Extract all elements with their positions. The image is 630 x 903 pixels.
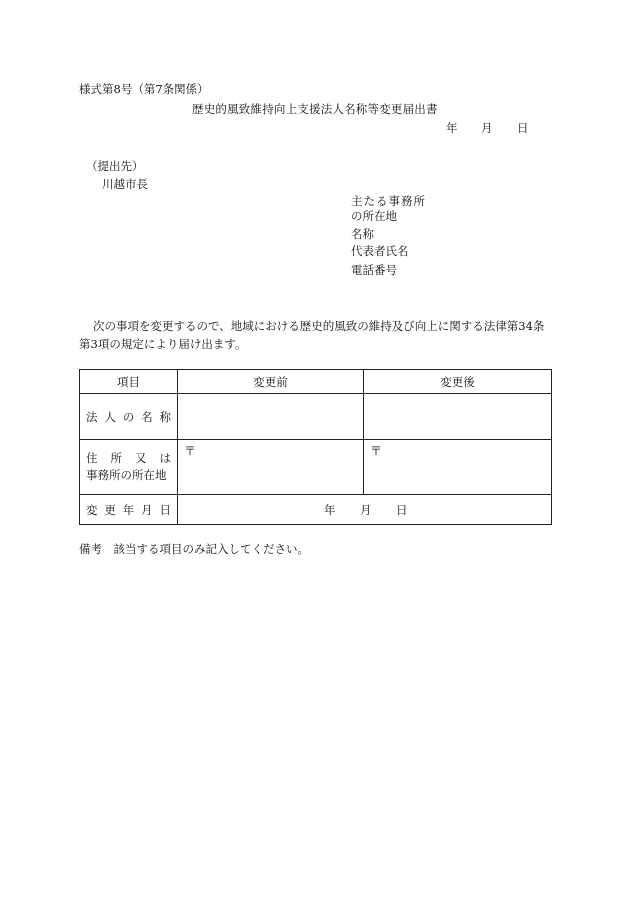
label-char: 年 [122,502,135,517]
form-title: 歴史的風致維持向上支援法人名称等変更届出書 [192,102,438,116]
label-char: 称 [159,409,171,424]
office-location-label-line2: の所在地 [351,209,397,223]
corporate-name-label-cell [80,394,178,440]
recipient-name: 川越市長 [102,177,148,191]
table-row-corporate-name [80,394,552,440]
body-text-line2: 第3項の規定により届け出ます。 [79,337,247,351]
label-char: 名 [141,409,153,424]
label-char: 日 [159,502,171,517]
submission-date-day-label: 日 [517,121,529,135]
remarks-note: 備考 該当する項目のみ記入してください。 [79,542,309,556]
header-after: 変更後 [364,370,552,394]
address-label-cell [80,440,178,495]
phone-number-label: 電話番号 [351,263,397,277]
table-header-row [80,370,552,394]
recipient-label: （提出先） [86,159,144,173]
label-char: 法 [86,409,98,424]
label-char: 人 [104,409,116,424]
submission-date-month-label: 月 [481,121,493,135]
label-char: の [122,409,135,424]
header-before: 変更前 [178,370,364,394]
change-date-label-cell [80,495,178,525]
change-date-month-label: 月 [360,503,372,517]
address-before-field[interactable] [178,440,364,495]
label-char: 変 [86,502,98,517]
label-char: 又 [135,451,147,465]
address-after-field[interactable] [364,440,552,495]
label-char: は [159,451,171,465]
applicant-name-label: 名称 [351,227,374,241]
submission-date-year-label: 年 [446,121,458,135]
body-text-line1: 次の事項を変更するので、地域における歴史的風致の維持及び向上に関する法律第34条 [93,319,545,333]
table-row-address [80,440,552,495]
address-label-line2: 事務所の所在地 [86,468,167,482]
form-number: 様式第8号（第7条関係） [79,82,209,96]
change-date-field[interactable] [178,495,552,525]
label-char: 所 [110,451,122,465]
office-location-label-line1: 主たる事務所 [351,194,426,208]
postal-mark-icon: 〒 [184,444,197,458]
label-char: 住 [86,451,98,465]
corporate-name-before-field[interactable] [178,394,364,440]
label-char: 月 [141,502,153,517]
corporate-name-after-field[interactable] [364,394,552,440]
change-date-day-label: 日 [396,503,408,517]
postal-mark-icon: 〒 [370,444,383,458]
representative-name-label: 代表者氏名 [351,244,409,258]
change-table [79,369,552,525]
table-row-change-date [80,495,552,525]
label-char: 更 [104,502,116,517]
header-item: 項目 [80,370,178,394]
change-date-year-label: 年 [324,503,336,517]
